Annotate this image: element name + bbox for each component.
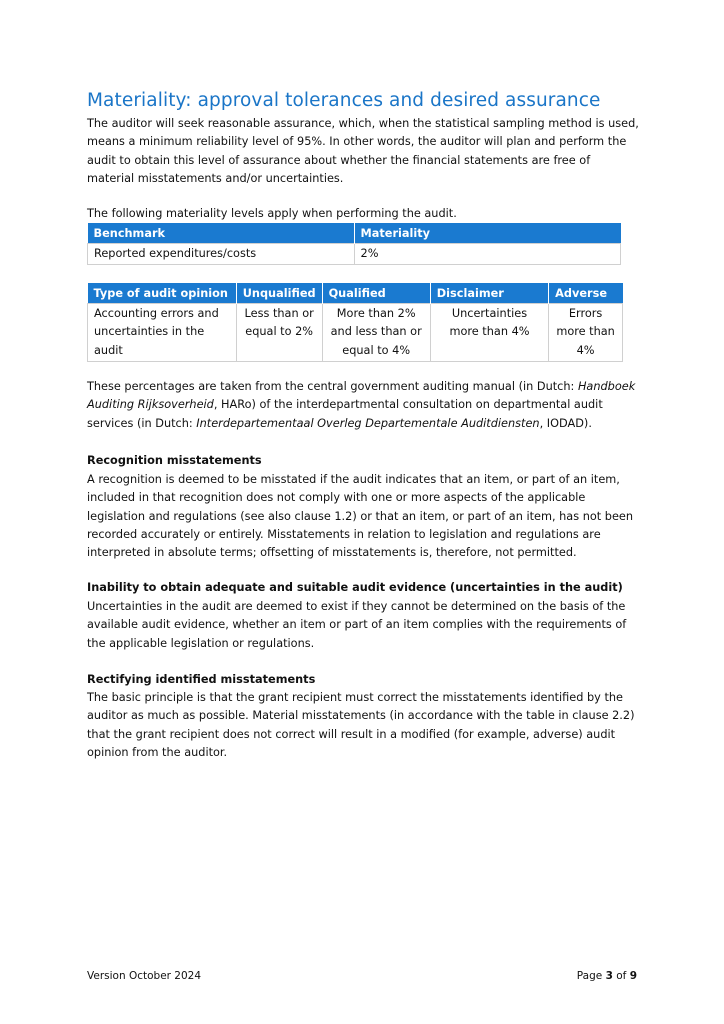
- table-header-row: [88, 283, 623, 304]
- table-cell: Errors more than 4%: [549, 304, 623, 362]
- of-word: of: [616, 970, 627, 982]
- materiality-table: [87, 223, 621, 265]
- footer-page-number: [577, 970, 637, 982]
- table-cell: Less than or equal to 2%: [236, 304, 322, 362]
- source-text: , HARo) of the interdepartmental consultation on departmental audit services (in Dutch:: [87, 398, 603, 430]
- subheading-uncertainties: Inability to obtain adequate and suitable audit evidence (uncertainties in the audit): [87, 581, 623, 594]
- table-header-cell: Type of audit opinion: [88, 283, 237, 304]
- source-text: These percentages are taken from the central government auditing manual (in Dutch:: [87, 380, 578, 393]
- source-text: , IODAD).: [539, 416, 592, 430]
- table-cell: 2%: [354, 244, 620, 265]
- audit-opinion-table: [87, 283, 623, 362]
- table-cell: Uncertainties more than 4%: [430, 304, 548, 362]
- page-total: 9: [629, 970, 637, 982]
- table-header-cell: Unqualified: [236, 283, 322, 304]
- uncertainties-body: Uncertainties in the audit are deemed to exist if they cannot be determined on the basis of the available audit evidence, whether an item or part of an item complies with the requirements of the applicable legislation or regulations.: [87, 600, 627, 650]
- table-header-cell: Disclaimer: [430, 283, 548, 304]
- page-current: 3: [605, 970, 613, 982]
- section-heading: Materiality: approval tolerances and desired assurance: [87, 90, 601, 111]
- recognition-body: A recognition is deemed to be misstated if the audit indicates that an item, or part of an item, included in that recognition does not comply with one or more aspects of the applicable legislation and regulations (see also clause 1.2) or that an item, or part of an item, has not been recorded accurately or entirely. Misstatements in relation to legislation and regulations are interpreted in absolute terms; offsetting of misstatements is, therefore, not permitted.: [87, 473, 634, 560]
- table-cell: Reported expenditures/costs: [88, 244, 355, 265]
- rectifying-body: The basic principle is that the grant recipient must correct the misstatements identified by the auditor as much as possible. Material misstatements (in accordance with the table in clause 2.2) that the grant recipient does not correct will result in a modified (for example, adverse) audit opinion from the auditor.: [87, 691, 635, 759]
- table-header-cell: Materiality: [354, 223, 620, 244]
- table-header-cell: Qualified: [322, 283, 430, 304]
- source-emphasis: Interdepartementaal Overleg Departementale Auditdiensten: [196, 416, 540, 430]
- table-cell: Accounting errors and uncertainties in the audit: [88, 304, 237, 362]
- intro-paragraph: The auditor will seek reasonable assurance, which, when the statistical sampling method is used, means a minimum reliability level of 95%. In other words, the auditor will plan and perform the audit to obtain this level of assurance about whether the financial statements are free of material misstatements and/or uncertainties.: [87, 117, 639, 185]
- table-row: [88, 304, 623, 362]
- source-emphasis: Handboek Auditing Rijksoverheid: [87, 380, 636, 412]
- table-cell: More than 2% and less than or equal to 4%: [322, 304, 430, 362]
- subheading-recognition: Recognition misstatements: [87, 454, 262, 467]
- subheading-rectifying: Rectifying identified misstatements: [87, 673, 316, 686]
- table-header-cell: Benchmark: [88, 223, 355, 244]
- table-header-row: [88, 223, 621, 244]
- source-paragraph: [87, 378, 639, 433]
- page-word: Page: [576, 970, 603, 982]
- table-row: [88, 244, 621, 265]
- footer-version: Version October 2024: [87, 970, 202, 982]
- levels-intro: The following materiality levels apply when performing the audit.: [87, 207, 457, 220]
- table-header-cell: Adverse: [549, 283, 623, 304]
